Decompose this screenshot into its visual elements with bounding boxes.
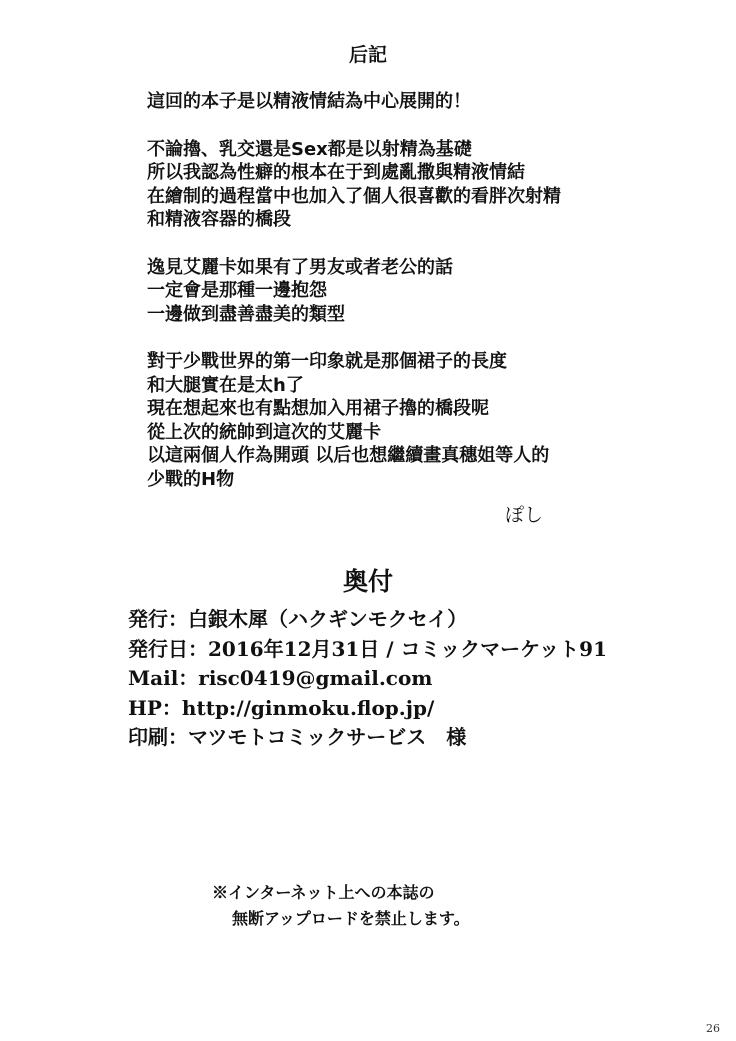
colophon-publish-date: 発行日：2016年12月31日 / コミックマーケット91 — [128, 636, 607, 661]
afterword-line: 這回的本子是以精液情結為中心展開的！ — [147, 91, 471, 112]
afterword-line: 和大腿實在是太h了 — [147, 374, 304, 396]
afterword-line: 從上次的統帥到這次的艾麗卡 — [147, 421, 381, 443]
afterword-paragraph — [147, 138, 707, 232]
afterword-line: 對于少戰世界的第一印象就是那個裙子的長度 — [147, 351, 507, 372]
afterword-paragraph — [147, 350, 707, 491]
afterword-line: 現在想起來也有點想加入用裙子擼的橋段呢 — [147, 398, 489, 419]
colophon-publisher: 発行：白銀木犀（ハクギンモクセイ） — [128, 607, 468, 631]
afterword-line: 在繪制的過程當中也加入了個人很喜歡的看胖次射精 — [147, 185, 561, 207]
afterword-line: 一定會是那種一邊抱怨 — [147, 280, 327, 301]
afterword-line: 和精液容器的橋段 — [147, 209, 291, 230]
author-signature: ぽし — [505, 504, 544, 526]
afterword-line: 逸見艾麗卡如果有了男友或者老公的話 — [147, 256, 453, 278]
afterword-paragraph — [147, 90, 707, 114]
afterword-line: 少戰的H物 — [147, 468, 235, 490]
colophon-homepage: HP：http://ginmoku.flop.jp/ — [128, 695, 435, 720]
notice-line: ※インターネット上への本誌の — [212, 883, 435, 902]
colophon-mail: Mail：risc0419@gmail.com — [128, 666, 433, 690]
upload-notice — [212, 880, 632, 932]
afterword-line: 以這兩個人作為開頭 以后也想繼續畫真穗姐等人的 — [147, 445, 550, 466]
afterword-body — [147, 90, 707, 515]
afterword-line: 一邊做到盡善盡美的類型 — [147, 303, 345, 325]
colophon-title: 奥付 — [342, 567, 393, 596]
colophon-printer: 印刷：マツモトコミックサービス 様 — [128, 725, 467, 749]
afterword-title: 后記 — [348, 44, 387, 66]
page-number: 26 — [706, 1022, 720, 1035]
colophon-details — [128, 605, 728, 753]
notice-line: 無断アップロードを禁止します。 — [232, 909, 470, 928]
afterword-line: 所以我認為性癖的根本在于到處亂撒與精液情結 — [147, 162, 525, 183]
afterword-paragraph — [147, 256, 707, 327]
afterword-line: 不論擼、乳交還是Sex都是以射精為基礎 — [147, 138, 472, 160]
